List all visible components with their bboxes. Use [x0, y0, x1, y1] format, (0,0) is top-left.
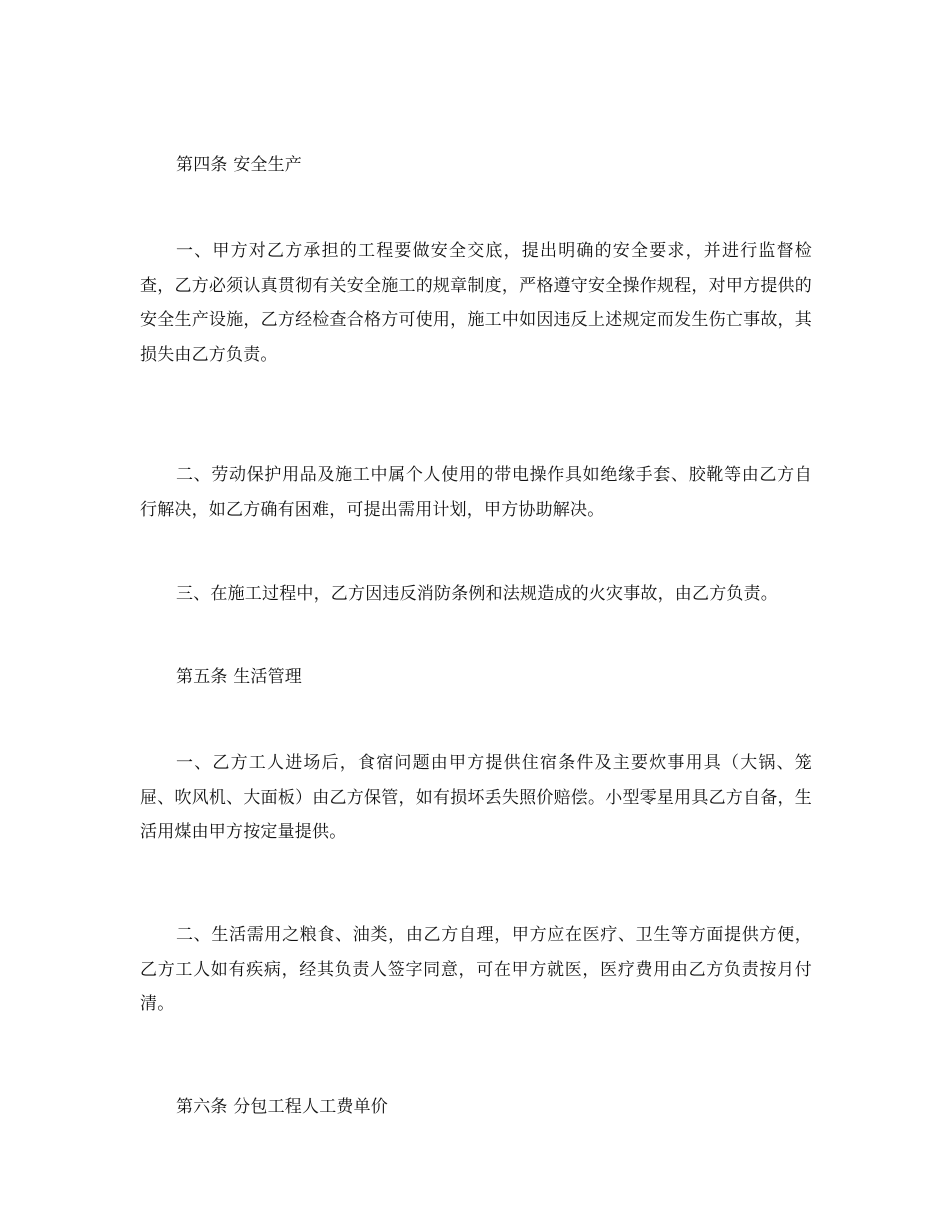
article-5-paragraph-1: 一、乙方工人进场后，食宿问题由甲方提供住宿条件及主要炊事用具（大锅、笼屉、吹风机、大面板）由乙方保管，如有损坏丢失照价赔偿。小型零星用具乙方自备，生活用煤由甲方按定量提供。	[140, 753, 812, 842]
article-5-paragraph-2: 二、生活需用之粮食、油类，由乙方自理，甲方应在医疗、卫生等方面提供方便，乙方工人如有疾病，经其负责人签字同意，可在甲方就医，医疗费用由乙方负责按月付清。	[140, 925, 812, 1014]
article-6-heading: 第六条 分包工程人工费单价	[176, 1097, 389, 1117]
article-4-paragraph-1: 一、甲方对乙方承担的工程要做安全交底，提出明确的安全要求，并进行监督检查，乙方必须认真贯彻有关安全施工的规章制度，严格遵守安全操作规程，对甲方提供的安全生产设施，乙方经检查合格方可使用，施工中如因违反上述规定而发生伤亡事故，其损失由乙方负责。	[140, 241, 812, 365]
article-4-paragraph-3: 三、在施工过程中，乙方因违反消防条例和法规造成的火灾事故，由乙方负责。	[176, 584, 778, 604]
article-4-paragraph-2: 二、劳动保护用品及施工中属个人使用的带电操作具如绝缘手套、胶靴等由乙方自行解决，如乙方确有困难，可提出需用计划，甲方协助解决。	[140, 465, 812, 520]
article-5-heading: 第五条 生活管理	[176, 667, 303, 687]
article-4-heading: 第四条 安全生产	[176, 155, 303, 175]
